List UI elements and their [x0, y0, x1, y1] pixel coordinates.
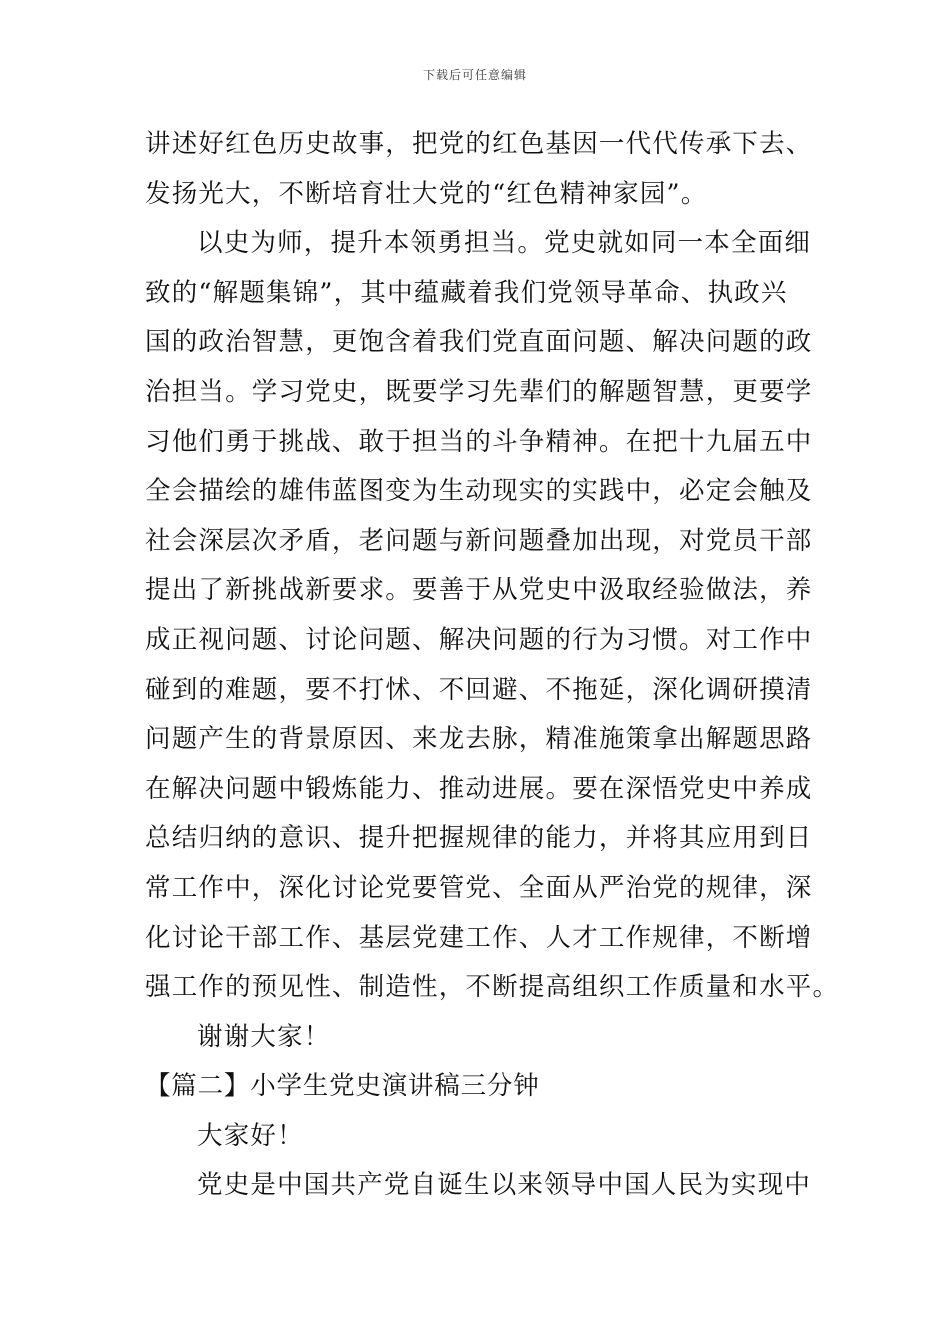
text-line: 讲述好红色历史故事，把党的红色基因一代代传承下去、	[145, 129, 813, 159]
page-header-note: 下载后可任意编辑	[422, 68, 527, 82]
text-line: 碰到的难题，要不打怵、不回避、不拖延，深化调研摸清	[145, 674, 813, 705]
text-line: 全会描绘的雄伟蓝图变为生动现实的实践中，必定会触及	[145, 476, 813, 507]
greeting-line: 大家好！	[197, 1120, 304, 1151]
paragraph-start-line: 以史为师，提升本领勇担当。党史就如同一本全面细	[197, 228, 812, 259]
closing-line: 谢谢大家！	[197, 1021, 331, 1052]
section-heading: 【篇二】小学生党史演讲稿三分钟	[145, 1071, 540, 1102]
text-line: 治担当。学习党史，既要学习先辈们的解题智慧，更要学	[145, 376, 813, 407]
text-line: 成正视问题、讨论问题、解决问题的行为习惯。对工作中	[145, 624, 813, 655]
text-line: 社会深层次矛盾，老问题与新问题叠加出现，对党员干部	[145, 525, 813, 556]
text-line: 常工作中，深化讨论党要管党、全面从严治党的规律，深	[145, 872, 813, 903]
text-line: 化讨论干部工作、基层党建工作、人才工作规律，不断增	[145, 922, 813, 953]
text-line: 强工作的预见性、制造性，不断提高组织工作质量和水平。	[145, 972, 840, 1003]
text-line: 在解决问题中锻炼能力、推动进展。要在深悟党史中养成	[145, 773, 813, 804]
text-line: 致的“解题集锦”，其中蕴藏着我们党领导革命、执政兴	[145, 277, 788, 308]
text-line: 国的政治智慧，更饱含着我们党直面问题、解决问题的政	[145, 327, 813, 358]
text-line: 问题产生的背景原因、来龙去脉，精准施策拿出解题思路	[145, 724, 813, 755]
text-line: 习他们勇于挑战、敢于担当的斗争精神。在把十九届五中	[145, 426, 813, 457]
document-body	[145, 120, 840, 1211]
text-line: 总结归纳的意识、提升把握规律的能力，并将其应用到日	[145, 823, 813, 854]
text-line: 提出了新挑战新要求。要善于从党史中汲取经验做法，养	[145, 575, 813, 606]
text-line: 发扬光大，不断培育壮大党的“红色精神家园”。	[145, 178, 708, 209]
paragraph-start-line: 党史是中国共产党自诞生以来领导中国人民为实现中	[197, 1170, 812, 1201]
